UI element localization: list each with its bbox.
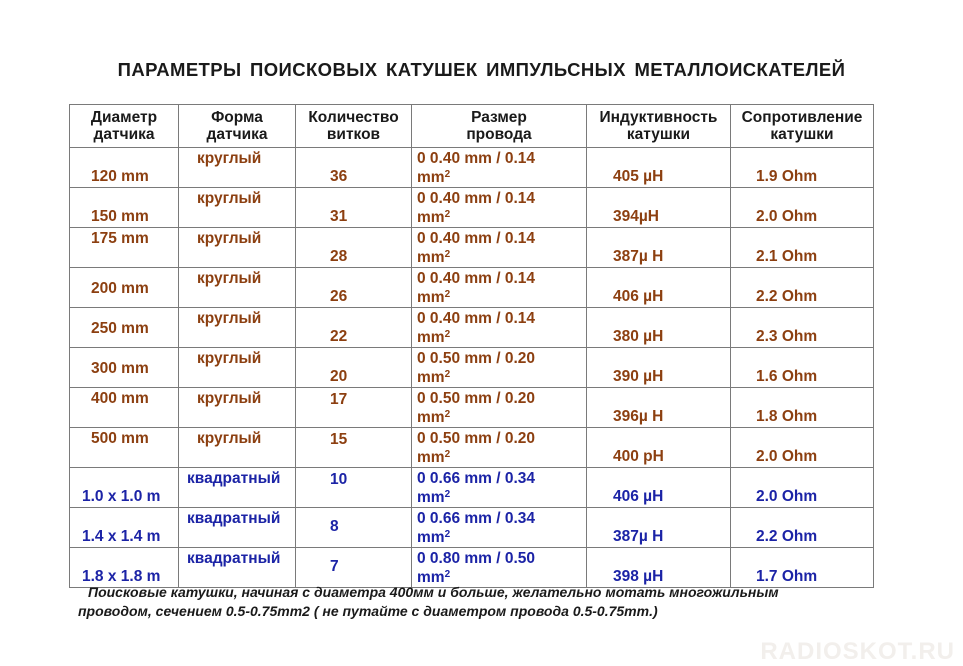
column-header	[296, 105, 412, 148]
table-row	[70, 348, 874, 388]
table-cell	[731, 348, 874, 388]
table-cell	[179, 428, 296, 468]
wire-size-line-1: 0 0.66 mm / 0.34	[417, 510, 536, 527]
column-header-line-2: витков	[326, 126, 381, 143]
table-cell	[587, 508, 731, 548]
wire-unit-exponent: 2	[444, 169, 451, 180]
footnote	[78, 583, 938, 621]
table-cell	[70, 468, 179, 508]
wire-size-line-2	[417, 169, 450, 186]
table-cell	[70, 348, 179, 388]
diameter-cell: 1.8 x 1.8 m	[82, 568, 161, 585]
table-cell	[296, 548, 412, 588]
table-cell	[412, 348, 587, 388]
resistance-cell: 1.8 Ohm	[756, 408, 818, 425]
table-cell	[70, 428, 179, 468]
column-header-line-2: провода	[466, 126, 532, 143]
table-cell	[70, 188, 179, 228]
table-cell	[179, 148, 296, 188]
shape-cell: круглый	[197, 270, 262, 287]
diameter-cell: 500 mm	[91, 430, 149, 447]
wire-unit: mm	[417, 369, 445, 386]
wire-size-line-1: 0 0.40 mm / 0.14	[417, 270, 536, 287]
column-header	[731, 105, 874, 148]
table-cell	[412, 268, 587, 308]
diameter-cell: 175 mm	[91, 230, 149, 247]
table-cell	[296, 388, 412, 428]
table-cell	[587, 228, 731, 268]
resistance-cell: 2.2 Ohm	[756, 288, 818, 305]
wire-size-line-1: 0 0.80 mm / 0.50	[417, 550, 536, 567]
table-body	[70, 148, 874, 588]
table-cell	[731, 548, 874, 588]
resistance-cell: 1.9 Ohm	[756, 168, 818, 185]
inductance-cell: 387µ H	[613, 248, 664, 265]
table-cell	[731, 188, 874, 228]
wire-unit: mm	[417, 249, 445, 266]
wire-unit-exponent: 2	[444, 289, 451, 300]
turns-cell: 7	[330, 558, 339, 575]
table-cell	[731, 468, 874, 508]
diameter-cell: 200 mm	[91, 280, 149, 297]
shape-cell: квадратный	[187, 470, 281, 487]
table-row	[70, 188, 874, 228]
table-row	[70, 468, 874, 508]
column-header-line-1: Количество	[308, 109, 399, 126]
resistance-cell: 2.0 Ohm	[756, 488, 818, 505]
table-row	[70, 308, 874, 348]
resistance-cell: 2.3 Ohm	[756, 328, 818, 345]
resistance-cell: 2.2 Ohm	[756, 528, 818, 545]
table-cell	[412, 508, 587, 548]
table-cell	[412, 388, 587, 428]
shape-cell: круглый	[197, 230, 262, 247]
table-cell	[179, 268, 296, 308]
table-cell	[412, 228, 587, 268]
wire-unit-exponent: 2	[444, 529, 451, 540]
table-cell	[70, 308, 179, 348]
table-cell	[296, 228, 412, 268]
wire-unit: mm	[417, 289, 445, 306]
turns-cell: 36	[330, 168, 348, 185]
column-header	[587, 105, 731, 148]
wire-unit-exponent: 2	[444, 449, 451, 460]
watermark: RADIOSKOT.RU	[760, 638, 955, 665]
wire-size-line-2	[417, 529, 450, 546]
table-cell	[179, 348, 296, 388]
turns-cell: 28	[330, 248, 348, 265]
wire-size-line-1: 0 0.50 mm / 0.20	[417, 430, 536, 447]
table-row	[70, 548, 874, 588]
column-header-line-2: датчика	[206, 126, 268, 143]
table-cell	[731, 308, 874, 348]
table-row	[70, 388, 874, 428]
turns-cell: 10	[330, 471, 348, 488]
resistance-cell: 1.6 Ohm	[756, 368, 818, 385]
diameter-cell: 120 mm	[91, 168, 149, 185]
column-header	[70, 105, 179, 148]
inductance-cell: 396µ H	[613, 408, 664, 425]
shape-cell: круглый	[197, 390, 262, 407]
table-cell	[587, 428, 731, 468]
column-header-line-2: катушки	[626, 126, 691, 143]
wire-size-line-1: 0 0.40 mm / 0.14	[417, 310, 536, 327]
table-cell	[412, 188, 587, 228]
table-cell	[70, 228, 179, 268]
shape-cell: круглый	[197, 310, 262, 327]
wire-size-line-1: 0 0.40 mm / 0.14	[417, 230, 536, 247]
inductance-cell: 406 µH	[613, 288, 664, 305]
coil-parameters-table	[69, 104, 874, 588]
shape-cell: квадратный	[187, 510, 281, 527]
footnote-line-2: проводом, сечением 0.5-0.75mm2 ( не путайте с диаметром провода 0.5-0.75mm.)	[78, 603, 658, 619]
diameter-cell: 300 mm	[91, 360, 149, 377]
wire-unit-exponent: 2	[444, 249, 451, 260]
diameter-cell: 1.4 x 1.4 m	[82, 528, 161, 545]
page-title: ПАРАМЕТРЫ ПОИСКОВЫХ КАТУШЕК ИМПУЛЬСНЫХ МЕТАЛЛОИСКАТЕЛЕЙ	[117, 59, 846, 80]
table-cell	[179, 228, 296, 268]
resistance-cell: 2.0 Ohm	[756, 208, 818, 225]
table-cell	[296, 188, 412, 228]
wire-unit: mm	[417, 569, 445, 586]
inductance-cell: 387µ H	[613, 528, 664, 545]
wire-size-line-1: 0 0.66 mm / 0.34	[417, 470, 536, 487]
table-cell	[587, 188, 731, 228]
wire-size-line-2	[417, 249, 450, 266]
turns-cell: 17	[330, 391, 348, 408]
table-cell	[587, 548, 731, 588]
table-cell	[70, 268, 179, 308]
wire-size-line-1: 0 0.40 mm / 0.14	[417, 150, 536, 167]
wire-unit: mm	[417, 209, 445, 226]
table-row	[70, 508, 874, 548]
table-cell	[179, 388, 296, 428]
wire-unit-exponent: 2	[444, 369, 451, 380]
turns-cell: 8	[330, 518, 339, 535]
wire-size-line-2	[417, 489, 450, 506]
table-cell	[731, 428, 874, 468]
wire-size-line-2	[417, 329, 450, 346]
shape-cell: круглый	[197, 150, 262, 167]
wire-unit-exponent: 2	[444, 409, 451, 420]
table-cell	[296, 468, 412, 508]
wire-unit-exponent: 2	[444, 329, 451, 340]
shape-cell: квадратный	[187, 550, 281, 567]
diameter-cell: 1.0 x 1.0 m	[82, 488, 161, 505]
column-header-line-2: катушки	[770, 126, 834, 143]
turns-cell: 31	[330, 208, 348, 225]
table-cell	[412, 428, 587, 468]
table-row	[70, 148, 874, 188]
table-cell	[70, 548, 179, 588]
table-cell	[70, 388, 179, 428]
shape-cell: круглый	[197, 190, 262, 207]
wire-unit: mm	[417, 529, 445, 546]
table-cell	[179, 548, 296, 588]
table-cell	[587, 308, 731, 348]
table-cell	[296, 308, 412, 348]
table-cell	[179, 308, 296, 348]
table-cell	[731, 148, 874, 188]
table-cell	[179, 468, 296, 508]
table-cell	[731, 228, 874, 268]
column-header-line-1: Сопротивление	[741, 109, 863, 126]
column-header	[412, 105, 587, 148]
table-cell	[587, 268, 731, 308]
inductance-cell: 394µH	[613, 208, 659, 225]
wire-size-line-2	[417, 409, 450, 426]
table-cell	[412, 548, 587, 588]
column-header-line-1: Диаметр	[90, 109, 158, 126]
wire-unit: mm	[417, 409, 445, 426]
table-header-row	[70, 105, 874, 148]
resistance-cell: 2.0 Ohm	[756, 448, 818, 465]
table-row	[70, 228, 874, 268]
inductance-cell: 398 µH	[613, 568, 664, 585]
wire-unit: mm	[417, 489, 445, 506]
table-cell	[70, 148, 179, 188]
inductance-cell: 400 pH	[613, 448, 664, 465]
wire-unit: mm	[417, 169, 445, 186]
table-cell	[179, 188, 296, 228]
inductance-cell: 405 µH	[613, 168, 664, 185]
table-row	[70, 428, 874, 468]
table-row	[70, 268, 874, 308]
table-cell	[412, 148, 587, 188]
turns-cell: 22	[330, 328, 348, 345]
wire-unit-exponent: 2	[444, 489, 451, 500]
column-header-line-1: Размер	[471, 109, 527, 126]
wire-unit-exponent: 2	[444, 569, 451, 580]
table-cell	[587, 468, 731, 508]
resistance-cell: 1.7 Ohm	[756, 568, 818, 585]
wire-unit: mm	[417, 449, 445, 466]
wire-size-line-2	[417, 369, 450, 386]
table-cell	[731, 508, 874, 548]
wire-unit-exponent: 2	[444, 209, 451, 220]
table-cell	[587, 148, 731, 188]
table-cell	[296, 508, 412, 548]
table-cell	[412, 468, 587, 508]
inductance-cell: 380 µH	[613, 328, 664, 345]
table-cell	[296, 148, 412, 188]
table-cell	[731, 268, 874, 308]
table-cell	[296, 268, 412, 308]
resistance-cell: 2.1 Ohm	[756, 248, 818, 265]
table-cell	[587, 388, 731, 428]
wire-size-line-1: 0 0.40 mm / 0.14	[417, 190, 536, 207]
wire-size-line-1: 0 0.50 mm / 0.20	[417, 390, 536, 407]
wire-size-line-2	[417, 449, 450, 466]
inductance-cell: 390 µH	[613, 368, 664, 385]
column-header-line-1: Индуктивность	[599, 109, 718, 126]
wire-size-line-2	[417, 289, 450, 306]
shape-cell: круглый	[197, 350, 262, 367]
column-header-line-1: Форма	[211, 109, 263, 126]
table-cell	[587, 348, 731, 388]
table-cell	[412, 308, 587, 348]
shape-cell: круглый	[197, 430, 262, 447]
turns-cell: 15	[330, 431, 348, 448]
footnote-line-1: Поисковые катушки, начиная с диаметра 400мм и больше, желательно мотать многожильным	[88, 584, 779, 600]
column-header-line-2: датчика	[93, 126, 155, 143]
wire-size-line-2	[417, 209, 450, 226]
wire-unit: mm	[417, 329, 445, 346]
diameter-cell: 400 mm	[91, 390, 149, 407]
turns-cell: 20	[330, 368, 348, 385]
diameter-cell: 250 mm	[91, 320, 149, 337]
table-cell	[179, 508, 296, 548]
column-header	[179, 105, 296, 148]
table-cell	[296, 348, 412, 388]
turns-cell: 26	[330, 288, 348, 305]
table-cell	[70, 508, 179, 548]
inductance-cell: 406 µH	[613, 488, 664, 505]
diameter-cell: 150 mm	[91, 208, 149, 225]
table-cell	[731, 388, 874, 428]
table-cell	[296, 428, 412, 468]
wire-size-line-1: 0 0.50 mm / 0.20	[417, 350, 536, 367]
